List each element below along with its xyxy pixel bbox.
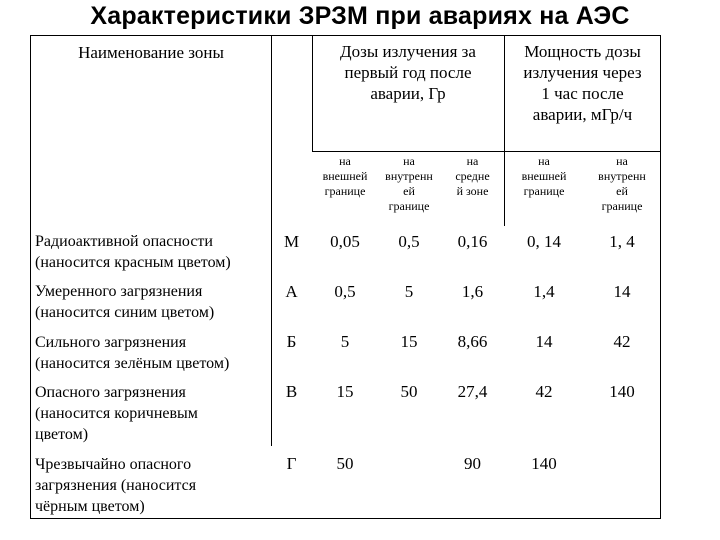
row-code: М <box>283 232 300 251</box>
table-cell: 15 <box>336 382 354 401</box>
row-name-line: (наносится красным цветом) <box>35 254 231 271</box>
subheader-line: внутренн <box>385 169 433 183</box>
subheader-line: границе <box>388 199 430 213</box>
subheader-line: внешней <box>322 169 368 183</box>
subheader-line: на <box>616 154 628 168</box>
table-cell: 42 <box>535 382 553 401</box>
row-name-line: Опасного загрязнения <box>35 384 186 401</box>
data-table <box>30 35 661 519</box>
row-name-line: (наносится синим цветом) <box>35 304 215 321</box>
subheader-line: границе <box>601 199 643 213</box>
subheader-line: на <box>339 154 351 168</box>
subheader-line: границе <box>523 184 565 198</box>
row-name-line: (наносится коричневым <box>35 405 198 422</box>
table-cell: 5 <box>404 282 414 301</box>
table-cell: 0,5 <box>334 282 356 301</box>
table-cell: 14 <box>535 332 553 351</box>
header-power-line: Мощность дозы <box>524 42 641 61</box>
row-name-line: Радиоактивной опасности <box>35 233 213 250</box>
subheader-line: внешней <box>521 169 567 183</box>
table-cell: 27,4 <box>457 382 488 401</box>
row-code: Г <box>286 454 297 473</box>
row-name-line: Умеренного загрязнения <box>35 283 203 300</box>
table-cell: 1,6 <box>461 282 484 301</box>
table-cell: 0, 14 <box>527 232 561 251</box>
subheader-line: внутренн <box>598 169 646 183</box>
header-power-line: аварии, мГр/ч <box>532 105 633 124</box>
subheader-line: й зоне <box>456 184 489 198</box>
header-dose-line: аварии, Гр <box>370 84 446 103</box>
table-cell: 1,4 <box>533 282 555 301</box>
subheader-line: на <box>466 154 479 168</box>
row-name-line: чёрным цветом) <box>35 498 145 515</box>
row-code: А <box>285 282 298 301</box>
header-zone: Наименование зоны <box>78 43 224 62</box>
subheader-line: на <box>538 154 550 168</box>
subheader-line: ей <box>616 184 628 198</box>
header-power-line: излучения через <box>523 63 642 82</box>
row-name-line: цветом) <box>35 426 89 443</box>
table-cell: 140 <box>531 454 557 473</box>
table-cell: 0,16 <box>457 232 488 251</box>
table-cell: 50 <box>400 382 418 401</box>
subheader-line: границе <box>324 184 366 198</box>
table-cell: 0,05 <box>330 232 360 251</box>
table-cell: 8,66 <box>457 332 488 351</box>
table-cell: 15 <box>400 332 418 351</box>
table-cell: 14 <box>613 282 631 301</box>
table-cell: 90 <box>464 454 481 473</box>
table-cell: 140 <box>609 382 635 401</box>
header-power-line: 1 час после <box>541 84 624 103</box>
subheader-line: ей <box>403 184 415 198</box>
row-code: Б <box>286 332 297 351</box>
row-name-line: Сильного загрязнения <box>35 334 187 351</box>
row-name-line: (наносится зелёным цветом) <box>35 355 230 372</box>
subheader-line: средне <box>455 169 490 183</box>
row-name-line: Чрезвычайно опасного <box>35 456 192 473</box>
page-title: Характеристики ЗРЗМ при авариях на АЭС <box>90 2 630 30</box>
table-cell: 42 <box>613 332 631 351</box>
row-name-line: загрязнения (наносится <box>35 477 197 494</box>
table-cell: 5 <box>340 332 350 351</box>
header-dose-line: Дозы излучения за <box>340 42 476 61</box>
subheader-line: на <box>403 154 415 168</box>
table-divider <box>312 151 661 152</box>
table-cell: 50 <box>336 454 354 473</box>
table-cell: 0,5 <box>398 232 420 251</box>
table-cell: 1, 4 <box>609 232 635 251</box>
row-code: В <box>285 382 298 401</box>
header-dose-line: первый год после <box>344 63 472 82</box>
